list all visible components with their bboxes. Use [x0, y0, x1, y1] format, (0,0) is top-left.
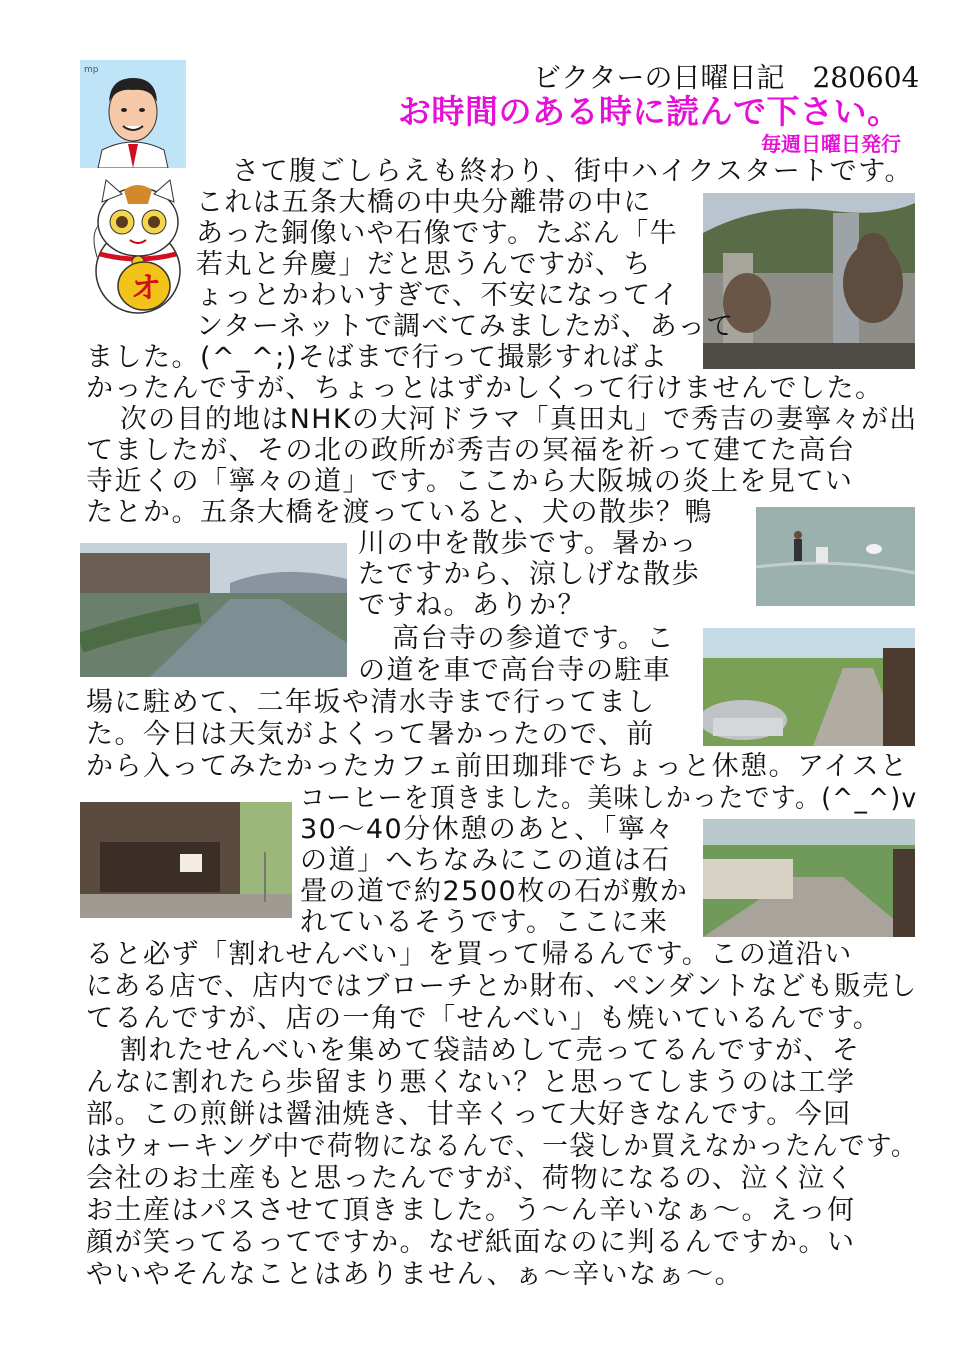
body-line: はウォーキング中で荷物になるんで、一袋しか買えなかったんです。 — [86, 1131, 918, 1162]
body-line: コーヒーを頂きました。美味しかったです。(^_^)v — [300, 783, 918, 814]
body-line: てましたが、その北の政所が秀吉の冥福を祈って建てた高台 — [86, 435, 856, 466]
body-line: たとか。五条大橋を渡っていると、犬の散歩？鴨 — [86, 497, 713, 528]
body-line: お土産はパスさせて頂きました。う～ん辛いなぁ～。えっ何 — [86, 1195, 856, 1226]
body-line: ました。(^_^;)そばまで行って撮影すればよ — [86, 342, 669, 373]
maneki-neko-illustration — [84, 176, 192, 316]
body-line: 顔が笑ってるってですか。なぜ紙面なのに判るんですか。い — [86, 1227, 856, 1258]
body-line: かったんですが、ちょっとはずかしくって行けませんでした。 — [86, 373, 884, 404]
author-avatar — [80, 60, 186, 168]
body-line: 寺近くの「寧々の道」です。ここから大阪城の炎上を見てい — [86, 466, 854, 497]
body-line: さて腹ごしらえも終わり、街中ハイクスタートです。 — [232, 156, 914, 187]
avatar-badge: mp — [84, 65, 99, 75]
body-line: 場に駐めて、二年坂や清水寺まで行ってまし — [86, 687, 656, 718]
body-line: 次の目的地はNHKの大河ドラマ「真田丸」で秀吉の妻寧々が出 — [120, 404, 918, 435]
body-line: 高台寺の参道です。こ — [392, 623, 675, 654]
body-line: てるんですが、店の一角で「せんべい」も焼いているんです。 — [86, 1003, 882, 1034]
body-line: た。今日は天気がよくって暑かったので、前 — [86, 719, 655, 750]
body-line: の道を車で高台寺の駐車 — [358, 655, 672, 686]
body-line: れているそうです。ここに来 — [300, 907, 669, 938]
body-line: 会社のお土産もと思ったんですが、荷物になるの、泣く泣く — [86, 1163, 855, 1194]
body-line: 割れたせんべいを集めて袋詰めして売ってるんですが、そ — [120, 1035, 861, 1066]
body-line: 若丸と弁慶」だと思うんですが、ち — [196, 249, 652, 280]
body-line: ンターネットで調べてみましたが、あって — [196, 311, 735, 342]
body-line: たですから、涼しげな散歩 — [358, 559, 700, 590]
body-line: から入ってみたかったカフェ前田珈琲でちょっと休憩。アイスと — [86, 751, 909, 782]
body-line: 川の中を散歩です。暑かっ — [358, 528, 698, 559]
body-line: これは五条大橋の中央分離帯の中に — [196, 187, 652, 218]
body-line: 30～40分休憩のあと、「寧々 — [300, 814, 675, 845]
kamo-river-photo — [80, 543, 347, 677]
body-line: 部。この煎餅は醤油焼き、甘辛くって大好きなんです。今回 — [86, 1099, 852, 1130]
river-walk-photo — [756, 507, 915, 606]
publication-note: 毎週日曜日発行 — [761, 132, 901, 156]
body-line: にある店で、店内ではブローチとか財布、ペンダントなども販売し — [86, 971, 918, 1002]
diary-title: ビクターの日曜日記 280604 — [533, 61, 920, 94]
body-line: やいやそんなことはありません、ぁ～辛いなぁ～。 — [86, 1259, 744, 1290]
body-line: ょっとかわいすぎで、不安になってイ — [196, 280, 680, 311]
diary-subtitle: お時間のある時に読んで下さい。 — [398, 92, 901, 131]
body-line: の道」へちなみにこの道は石 — [300, 845, 671, 876]
body-line: んなに割れたら歩留まり悪くない？と思ってしまうのは工学 — [86, 1067, 856, 1098]
body-line: ると必ず「割れせんべい」を買って帰るんです。この道沿い — [86, 939, 853, 970]
kodaiji-approach-photo — [703, 628, 915, 746]
body-line: ですね。ありか？ — [358, 590, 586, 621]
nene-no-michi-photo — [703, 819, 915, 937]
body-line: あった銅像いや石像です。たぶん「牛 — [196, 218, 679, 249]
statue-photo — [703, 193, 915, 369]
body-line: 畳の道で約2500枚の石が敷か — [300, 876, 689, 907]
maneki-sign: オ — [131, 271, 161, 306]
cafe-photo — [80, 802, 292, 918]
